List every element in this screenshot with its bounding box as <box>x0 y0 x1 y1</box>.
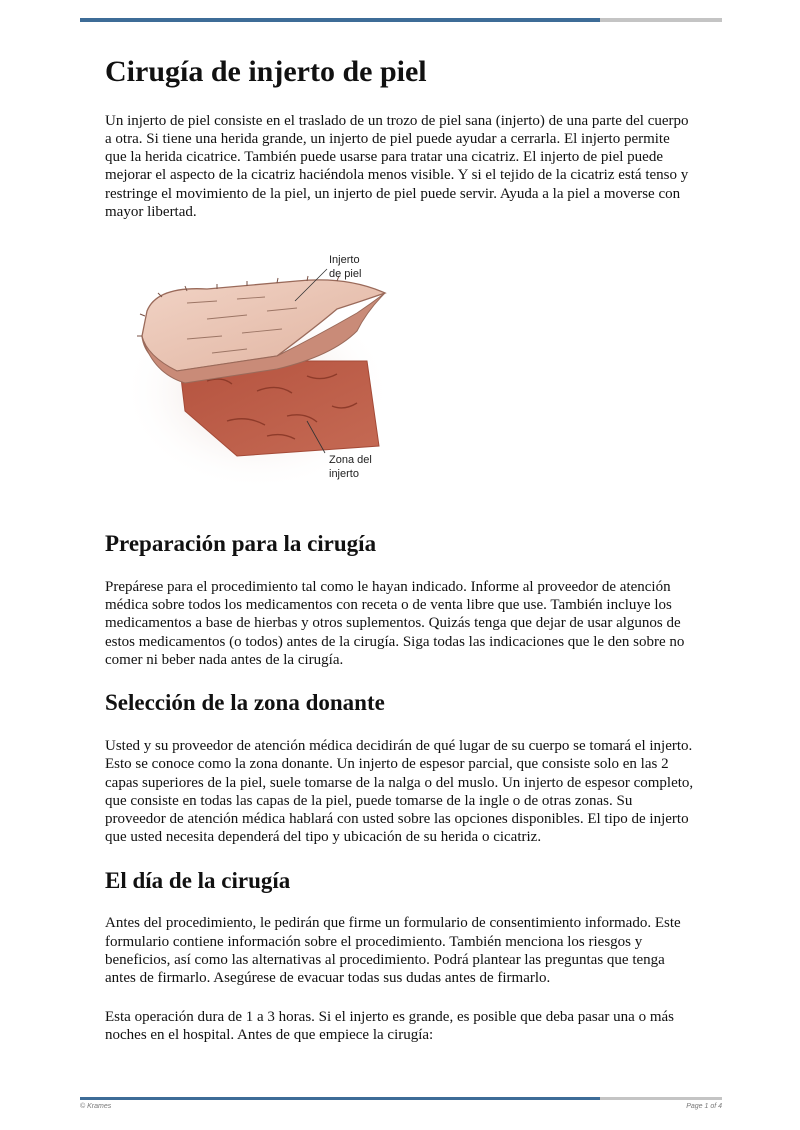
footer-page-number: Page 1 of 4 <box>686 1103 722 1110</box>
article <box>105 55 695 1064</box>
skin-graft-illustration <box>117 241 407 506</box>
section-paragraph: Prepárese para el procedimiento tal como le hayan indicado. Informe al proveedor de atención médica sobre todos los medicamentos con receta o de venta libre que use. También incluye los medicamentos a base de hierbas y otros suplementos. Quizás tenga que dejar de usar algunos de estos medicamentos (o todos) antes de la cirugía. Siga todas las indicaciones que le den sobre no comer ni beber nada antes de la cirugía. <box>105 578 685 669</box>
section-heading: Selección de la zona donante <box>105 690 385 716</box>
label-site-line2: injerto <box>329 468 359 481</box>
label-graft-line1: Injerto <box>329 254 360 267</box>
bottom-rule <box>80 1097 722 1100</box>
page-title: Cirugía de injerto de piel <box>105 55 427 88</box>
section-heading: Preparación para la cirugía <box>105 531 377 557</box>
section-heading: El día de la cirugía <box>105 867 291 893</box>
intro-paragraph: Un injerto de piel consiste en el traslado de un trozo de piel sana (injerto) de una parte del cuerpo a otra. Si tiene una herida grande, un injerto de piel puede ayudar a cerrarla. El injerto permite que la herida cicatrice. También puede usarse para tratar una cicatriz. El injerto de piel puede mejorar el aspecto de la cicatriz haciéndola menos visible. Y si el tejido de la cicatriz está tenso y restringe el movimiento de la piel, un injerto de piel puede servir. Ayuda a la piel a moverse con mayor libertad. <box>105 112 689 220</box>
section-paragraph: Usted y su proveedor de atención médica decidirán de qué lugar de su cuerpo se tomará el injerto. Esto se conoce como la zona donante. Un injerto de espesor parcial, que consiste solo en las 2 capas superiores de la piel, suele tomarse de la nalga o del muslo. Un injerto de espesor completo, que consiste en todas las capas de la piel, puede tomarse de la ingle o de otras zonas. Su proveedor de atención médica hablará con usted sobre las opciones disponibles. El tipo de injerto que usted necesita dependerá del tipo y ubicación de su herida o cicatriz. <box>105 737 694 846</box>
section-paragraph: Antes del procedimiento, le pedirán que firme un formulario de consentimiento informado. Este formulario contiene información sobre el procedimiento. También menciona los riesgos y beneficios, así como las alternativas al procedimiento. Podrá plantear las preguntas que tenga antes de firmarlo. Asegúrese de evacuar todas sus dudas antes de firmarlo. <box>105 915 681 987</box>
top-rule <box>80 18 722 22</box>
section-paragraph: Esta operación dura de 1 a 3 horas. Si el injerto es grande, es posible que deba pasar una o más noches en el hospital. Antes de que empiece la cirugía: <box>105 1008 674 1043</box>
label-site-line1: Zona del <box>329 454 372 467</box>
footer-copyright: © Krames <box>80 1103 112 1110</box>
label-graft-line2: de piel <box>329 268 362 281</box>
